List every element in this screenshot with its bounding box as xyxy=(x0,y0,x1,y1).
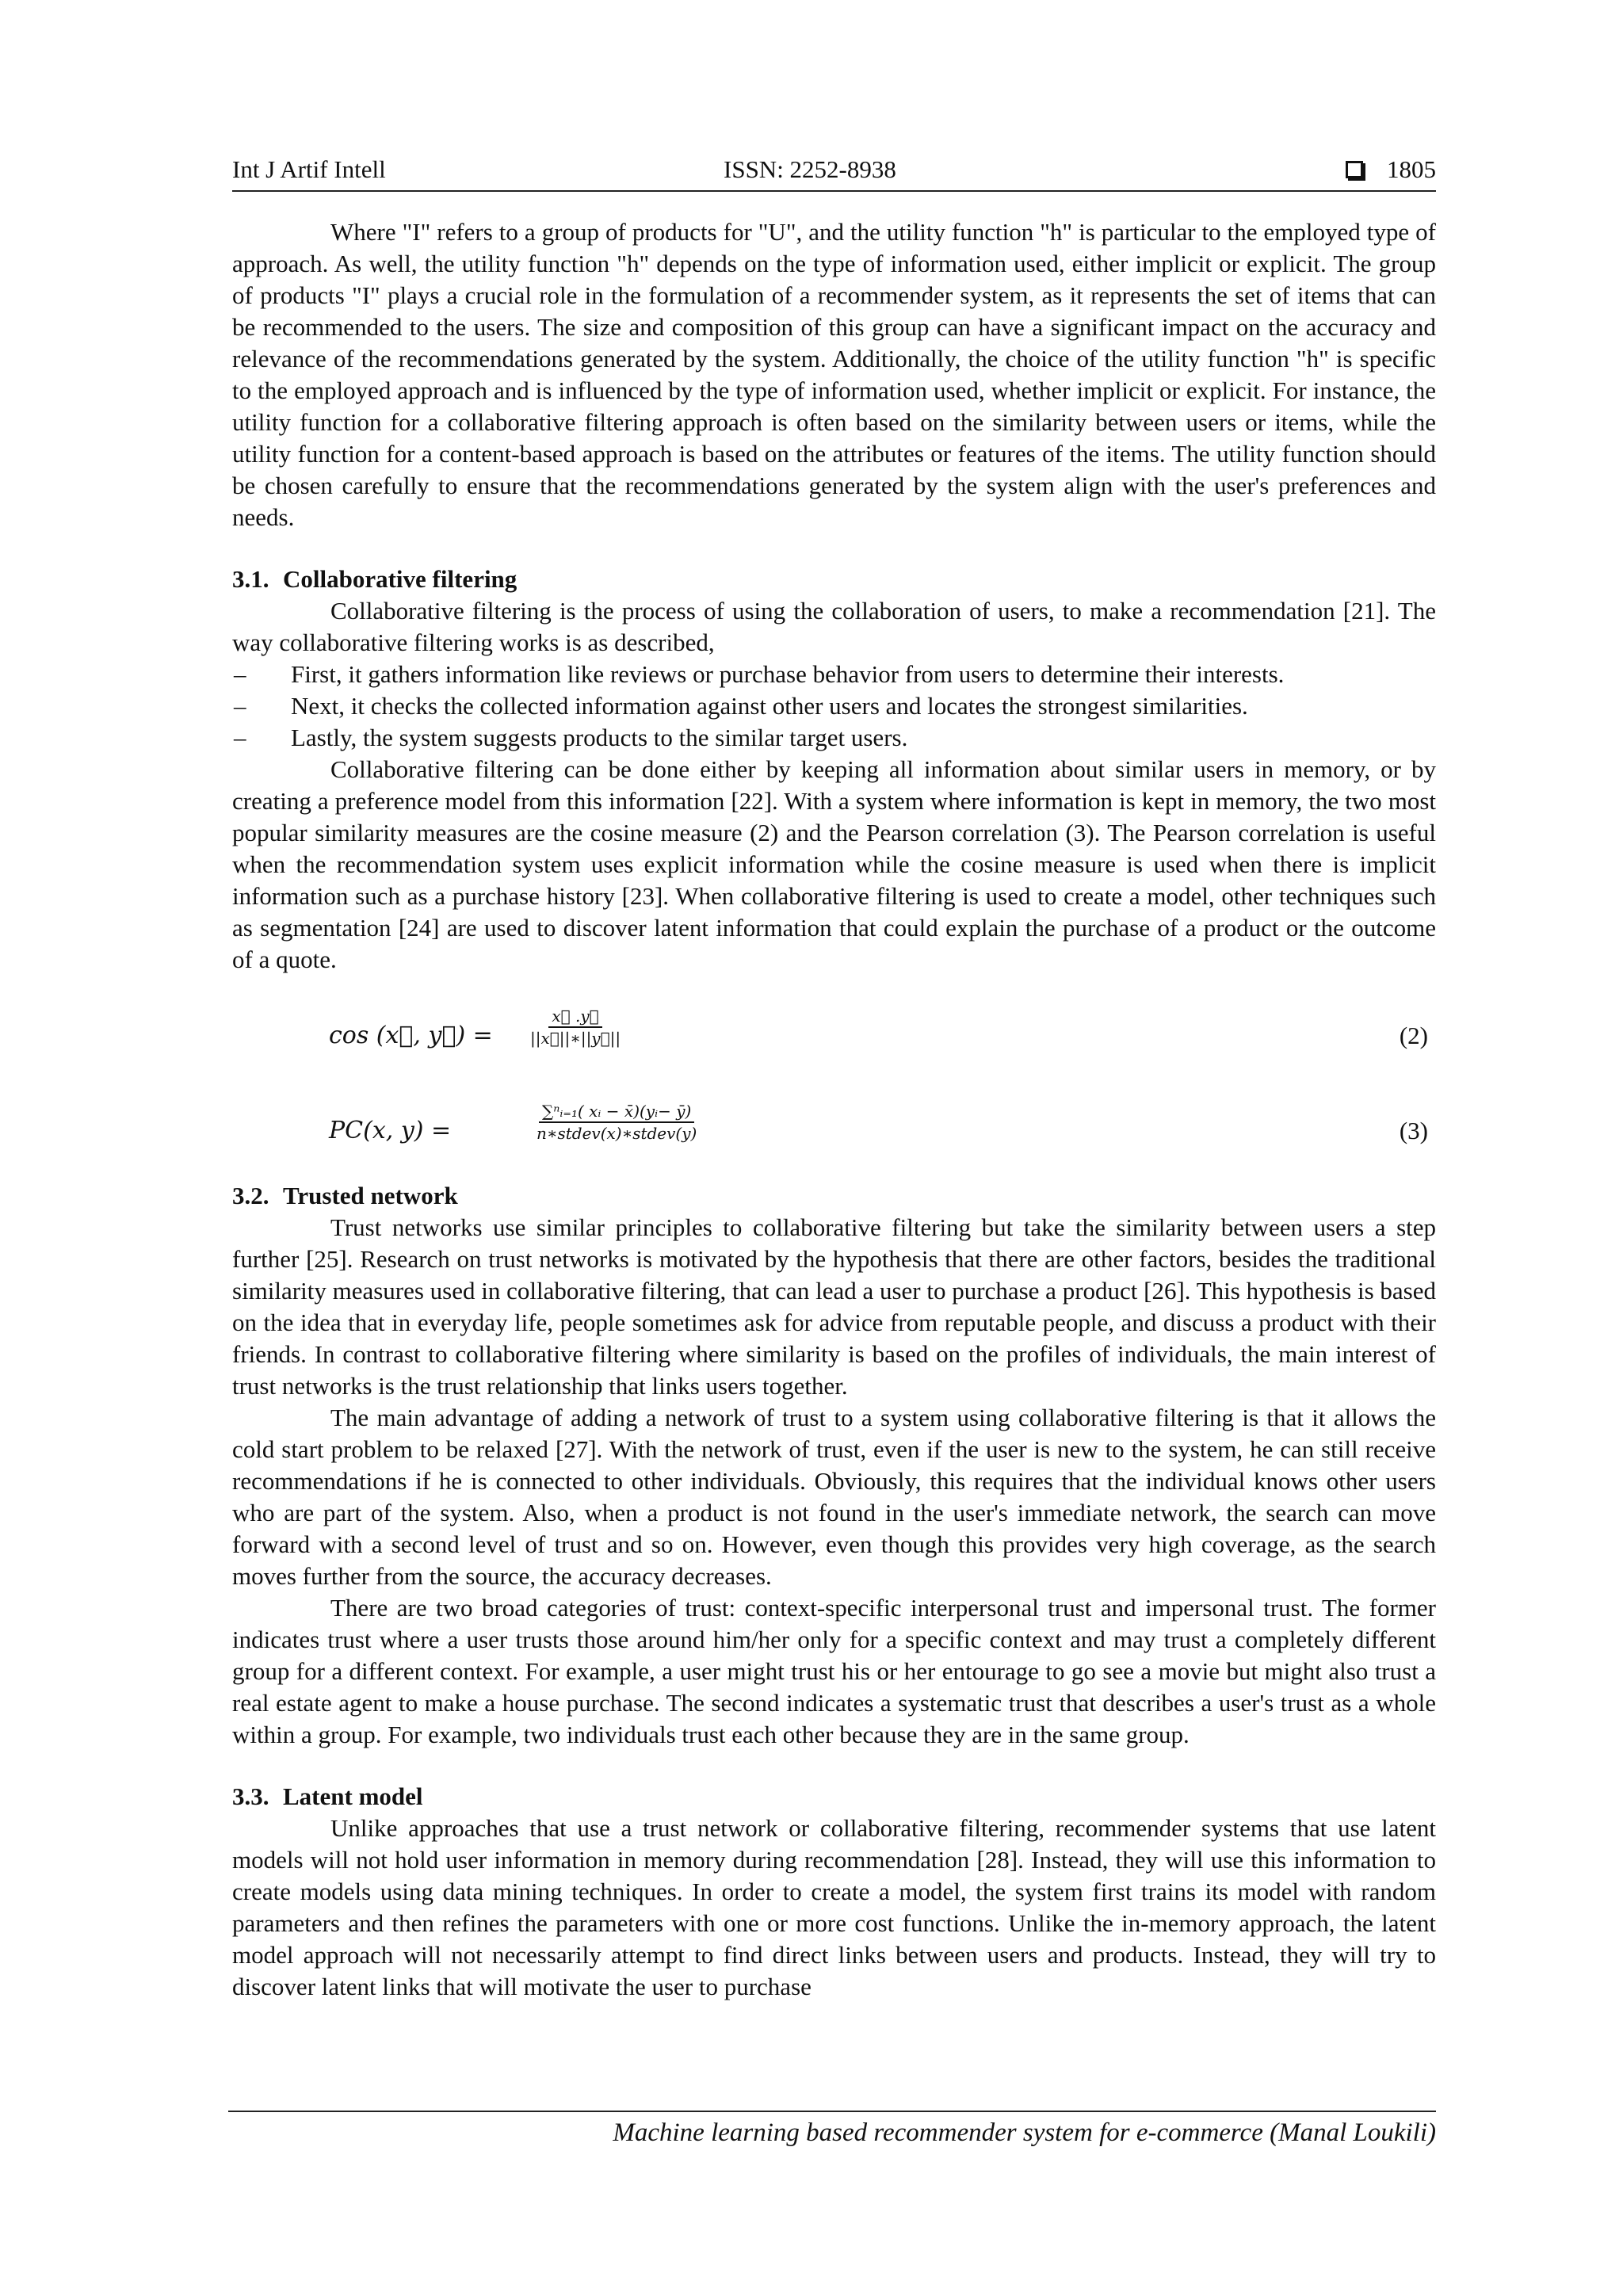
equation-number: (2) xyxy=(1399,1022,1428,1049)
section-title: Trusted network xyxy=(283,1182,458,1209)
dash-bullet: – xyxy=(234,660,246,688)
section-3-1-paragraph-1: Collaborative filtering is the process of using the collaboration of users, to make a recommendation [21]. The way collaborative filtering works is as described, xyxy=(232,597,1436,656)
equation-denominator: ||x⃗||∗||y⃗|| xyxy=(530,1029,621,1048)
equation-numerator: ∑ⁿᵢ₌₁( xᵢ − x̄)(yᵢ− ȳ) xyxy=(539,1101,694,1123)
page-number: 1805 xyxy=(1387,155,1436,183)
intro-paragraph: Where "I" refers to a group of products for "U", and the utility function "h" is particular to the employed type of approach. As well, the utility function "h" depends on the type of information used, either implicit or explicit. The group of products "I" plays a crucial role in the formulation of a recommender system, as it represents the set of items that can be recommended to the users. The size and composition of this group can have a significant impact on the accuracy and relevance of the recommendations generated by the system. Additionally, the choice of the utility function "h" is specific to the employed approach and is influenced by the type of information used, whether implicit or explicit. For instance, the utility function for a collaborative filtering approach is often based on the similarity between users or items, while the utility function for a content-based approach is based on the attributes or features of the items. The utility function should be chosen carefully to ensure that the recommendations generated by the system align with the user's preferences and needs. xyxy=(232,218,1436,531)
section-3-3-paragraph-1: Unlike approaches that use a trust network or collaborative filtering, recommender systems that use latent models will not hold user information in memory during recommendation [28]. Instead, they will use this information to create models using data mining techniques. In order to create a model, the system first trains its model with random parameters and then refines the parameters with one or more cost functions. Unlike the in-memory approach, the latent model approach will not necessarily attempt to find direct links between users and products. Instead, they will try to discover latent links that will motivate the user to purchase xyxy=(232,1814,1436,2000)
equation-denominator: n∗stdev(x)∗stdev(y) xyxy=(537,1124,697,1143)
list-item-text: Next, it checks the collected information against other users and locates the strongest similarities. xyxy=(291,692,1248,720)
list-item xyxy=(232,722,1436,754)
equation-fraction xyxy=(527,1006,624,1049)
section-title: Latent model xyxy=(283,1782,423,1810)
list-item xyxy=(232,690,1436,722)
section-title: Collaborative filtering xyxy=(283,565,517,593)
section-3-2-paragraph-1: Trust networks use similar principles to collaborative filtering but take the similarity between users a step further [25]. Research on trust networks is motivated by the hypothesis that there are other factors, besides the traditional similarity measures used in collaborative filtering, that can lead a user to purchase a product [26]. This hypothesis is based on the idea that in everyday life, people sometimes ask for advice from reputable people, and discuss a product with their friends. In contrast to collaborative filtering where similarity is based on the profiles of individuals, the main interest of trust networks is the trust relationship that links users together. xyxy=(232,1213,1436,1400)
equation-number: (3) xyxy=(1399,1117,1428,1144)
dash-bullet: – xyxy=(234,724,246,751)
section-number: 3.2. xyxy=(232,1182,269,1209)
section-number: 3.1. xyxy=(232,565,269,593)
equation-fraction xyxy=(533,1101,700,1144)
issn: ISSN: 2252-8938 xyxy=(724,155,896,183)
section-3-1-heading xyxy=(232,563,1436,595)
list-item-text: First, it gathers information like reviews or purchase behavior from users to determine their interests. xyxy=(291,660,1285,688)
section-3-2-heading xyxy=(232,1180,1436,1212)
section-3-3-heading xyxy=(232,1781,1436,1813)
equation-lhs: PC(x, y) = xyxy=(329,1117,452,1144)
section-3-2-paragraph-3: There are two broad categories of trust: context-specific interpersonal trust and impersonal trust. The former indicates trust where a user trusts those around him/her only for a specific context and may trust a completely different group for a different context. For example, a user might trust his or her entourage to go see a movie but might also trust a real estate agent to make a house purchase. The second indicates a systematic trust that describes a user's trust as a whole within a group. For example, two individuals trust each other because they are in the same group. xyxy=(232,1594,1436,1748)
section-3-1-paragraph-2: Collaborative filtering can be done either by keeping all information about similar users in memory, or by creating a preference model from this information [22]. With a system where information is kept in memory, the two most popular similarity measures are the cosine measure (2) and the Pearson correlation (3). The Pearson correlation is useful when the recommendation system uses explicit information while the cosine measure is used when there is implicit information such as a purchase history [23]. When collaborative filtering is used to create a model, other techniques such as segmentation [24] are used to discover latent information that could explain the purchase of a product or the outcome of a quote. xyxy=(232,755,1436,973)
article-body xyxy=(232,216,1436,2003)
list-item xyxy=(232,659,1436,690)
square-box-icon xyxy=(1346,161,1363,178)
equation-2 xyxy=(232,1006,1436,1061)
journal-name: Int J Artif Intell xyxy=(232,155,386,183)
section-number: 3.3. xyxy=(232,1782,269,1810)
running-footer: Machine learning based recommender system for e-commerce (Manal Loukili) xyxy=(228,2111,1436,2148)
running-header xyxy=(232,155,1436,192)
collaborative-steps-list xyxy=(232,659,1436,754)
dash-bullet: – xyxy=(234,692,246,720)
equation-3 xyxy=(232,1101,1436,1156)
list-item-text: Lastly, the system suggests products to the similar target users. xyxy=(291,724,908,751)
section-3-2-paragraph-2: The main advantage of adding a network of trust to a system using collaborative filtering is that it allows the cold start problem to be relaxed [27]. With the network of trust, even if the user is new to the system, he can still receive recommendations if he is connected to other individuals. Obviously, this requires that the individual knows other users who are part of the system. Also, when a product is not found in the user's immediate network, the search can move forward with a second level of trust and so on. However, even though this provides very high coverage, as the search moves further from the source, the accuracy decreases. xyxy=(232,1404,1436,1590)
equation-lhs: cos (x⃗, y⃗) = xyxy=(329,1022,493,1049)
equation-numerator: x⃗ .y⃗ xyxy=(548,1006,601,1028)
header-right xyxy=(1346,155,1436,184)
